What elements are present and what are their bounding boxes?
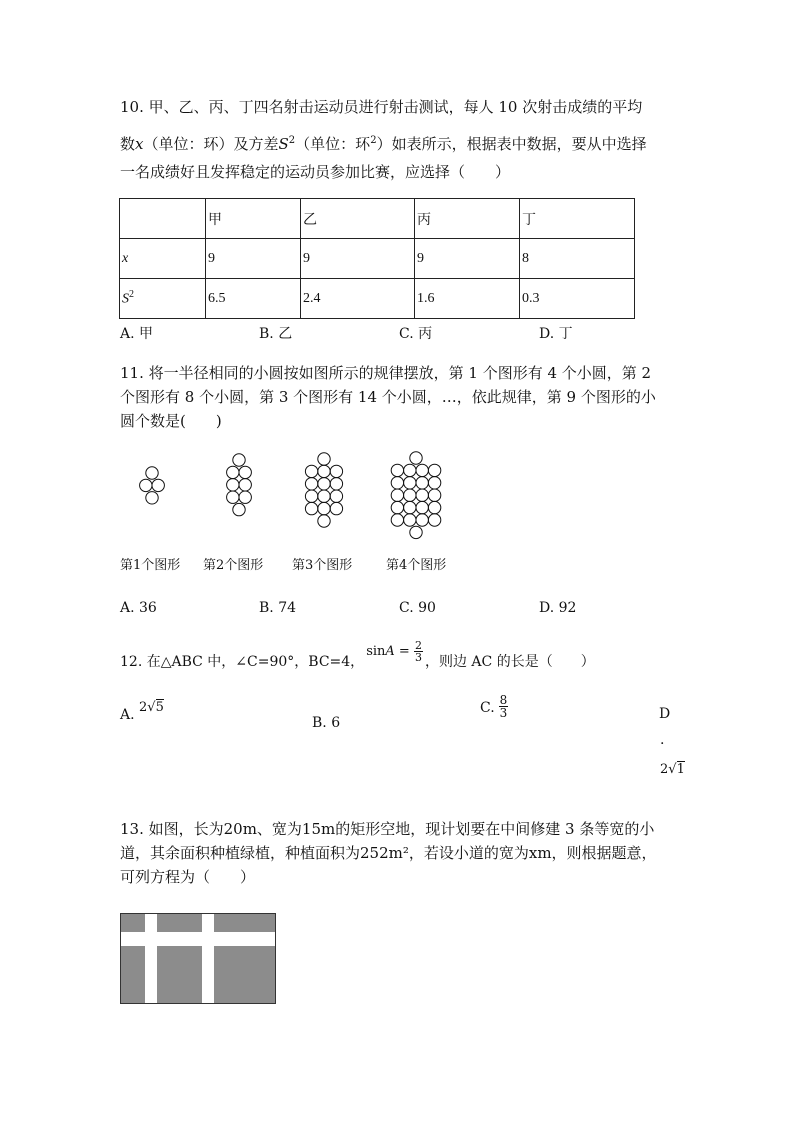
small-circle-fig2: [227, 466, 239, 478]
small-circle-fig4: [416, 489, 428, 501]
figure-caption-4: 第4个图形: [386, 558, 447, 573]
small-circle-fig2: [239, 491, 251, 503]
table-cell: 0.3: [520, 279, 635, 319]
small-circle-fig4: [410, 452, 422, 464]
sqrt-icon: √: [668, 762, 677, 777]
figure-caption-3: 第3个图形: [292, 558, 353, 573]
q10-option-a: A. 甲: [120, 326, 154, 342]
q11-option-b: B. 74: [259, 600, 297, 616]
table-row: [120, 279, 635, 319]
small-circle-fig4: [404, 501, 416, 513]
small-circle-fig4: [391, 489, 403, 501]
small-circle-fig2: [227, 479, 239, 491]
small-circle-fig3: [305, 465, 317, 477]
equals-sign: =: [398, 644, 410, 659]
superscript: 2: [370, 135, 377, 146]
table-cell: 1.6: [415, 279, 520, 319]
radicand: 1: [676, 762, 685, 777]
small-circle-fig3: [318, 502, 330, 514]
radical-expression: [139, 700, 164, 715]
q13-line3: 可列方程为（ ）: [120, 868, 256, 886]
small-circle-fig4: [428, 477, 440, 489]
q11-line3: 圆个数是( ): [120, 412, 222, 430]
denominator: 3: [499, 706, 508, 720]
unit: 环: [355, 135, 371, 153]
small-circle-fig4: [428, 501, 440, 513]
coefficient: 2: [660, 762, 669, 777]
option-label: C.: [480, 700, 495, 716]
mean-symbol: x: [135, 135, 144, 153]
q12-text: 12. 在△ABC 中，∠C=90°，BC=4，: [120, 653, 365, 670]
fraction: [414, 640, 423, 663]
angle-var: A: [385, 644, 395, 659]
q11-option-c: C. 90: [399, 600, 436, 616]
score-table: [119, 198, 635, 319]
small-circle-fig4: [404, 514, 416, 526]
table-cell: 8: [520, 239, 635, 279]
small-circle-fig3: [330, 478, 342, 490]
small-circle-fig4: [416, 514, 428, 526]
rectangular-field-diagram: [120, 913, 276, 1004]
small-circle-fig2: [239, 466, 251, 478]
small-circle-fig1: [146, 492, 158, 504]
small-circle-fig1: [140, 479, 152, 491]
table-row: [120, 239, 635, 279]
small-circle-fig3: [330, 490, 342, 502]
numerator: 2: [414, 639, 422, 652]
small-circle-fig4: [428, 489, 440, 501]
table-header: 丙: [415, 199, 520, 239]
sqrt-icon: √: [147, 700, 156, 715]
table-cell: 6.5: [206, 279, 301, 319]
small-circle-fig2: [239, 479, 251, 491]
q10-option-b: B. 乙: [259, 326, 293, 342]
small-circle-fig3: [318, 478, 330, 490]
vertical-road-right: [202, 914, 214, 1003]
option-label: A.: [120, 707, 135, 723]
sin-expression: [366, 640, 423, 663]
q13-line2: 道，其余面积种植绿植，种植面积为252m²，若设小道的宽为xm，则根据题意，: [120, 844, 657, 862]
small-circle-fig4: [404, 489, 416, 501]
small-circle-fig3: [318, 465, 330, 477]
small-circle-fig3: [330, 502, 342, 514]
small-circle-fig4: [391, 464, 403, 476]
q11-line1: 11. 将一半径相同的小圆按如图所示的规律摆放，第 1 个图形有 4 个小圆，第 2: [120, 364, 652, 382]
q13-line1: 13. 如图，长为20m、宽为15m的矩形空地，现计划要在中间修建 3 条等宽的小: [120, 820, 655, 838]
small-circle-fig4: [416, 477, 428, 489]
small-circle-fig3: [330, 465, 342, 477]
q10-text: （单位：: [295, 135, 356, 153]
q12-text: ，则边 AC 的长是（ ）: [424, 653, 595, 670]
table-cell: 9: [301, 239, 415, 279]
small-circle-fig3: [305, 502, 317, 514]
table-cell: 9: [415, 239, 520, 279]
sin-label: sin: [366, 644, 386, 659]
q10-option-c: C. 丙: [399, 326, 433, 342]
q12-stem: [120, 639, 595, 673]
table-header: 甲: [206, 199, 301, 239]
q12-option-a: [120, 700, 164, 726]
small-circle-fig3: [305, 478, 317, 490]
q10-line3: 一名成绩好且发挥稳定的运动员参加比赛，应选择（ ）: [120, 163, 511, 181]
table-header: 丁: [520, 199, 635, 239]
q12-option-c: [480, 694, 508, 719]
superscript: 2: [288, 135, 296, 146]
q10-text: （单位：环）及方差: [143, 135, 279, 153]
small-circle-fig4: [404, 477, 416, 489]
small-circle-fig1: [146, 467, 158, 479]
table-cell: [120, 199, 206, 239]
small-circle-fig2: [233, 454, 245, 466]
q10-line1: 10. 甲、乙、丙、丁四名射击运动员进行射击测试，每人 10 次射击成绩的平均: [120, 98, 643, 116]
variance-symbol: S: [278, 135, 289, 153]
small-circle-fig4: [428, 514, 440, 526]
small-circle-fig2: [227, 491, 239, 503]
small-circle-fig3: [318, 515, 330, 527]
small-circle-fig4: [391, 501, 403, 513]
q11-line2: 个图形有 8 个小圆，第 3 个图形有 14 个小圆，…，依此规律，第 9 个图形的小: [120, 388, 656, 406]
small-circle-fig2: [233, 503, 245, 515]
small-circle-fig3: [305, 490, 317, 502]
table-row: [120, 199, 635, 239]
table-cell: 9: [206, 239, 301, 279]
q11-option-d: D. 92: [539, 600, 577, 616]
q12-option-b: B. 6: [312, 715, 341, 731]
row-label: x: [120, 239, 206, 279]
small-circle-fig4: [416, 464, 428, 476]
row-label: [120, 279, 206, 319]
figure-caption-1: 第1个图形: [120, 558, 181, 573]
small-circle-fig4: [410, 526, 422, 538]
small-circle-fig4: [416, 501, 428, 513]
small-circle-fig4: [391, 514, 403, 526]
q10-text: ）如表所示，根据表中数据，要从中选择: [376, 135, 647, 153]
q10-option-d: D. 丁: [539, 326, 573, 342]
small-circle-fig3: [318, 490, 330, 502]
q12-option-d-label: D: [659, 706, 671, 722]
small-circle-fig4: [404, 464, 416, 476]
q10-text: 数: [120, 135, 136, 153]
small-circle-fig4: [391, 477, 403, 489]
variance-symbol: S: [122, 291, 129, 307]
coefficient: 2: [139, 700, 148, 715]
radicand: 5: [155, 700, 164, 715]
q10-line2: [120, 130, 647, 155]
vertical-road-left: [145, 914, 157, 1003]
q11-option-a: A. 36: [120, 600, 157, 616]
numerator: 8: [499, 693, 508, 707]
small-circle-fig1: [152, 479, 164, 491]
figure-caption-2: 第2个图形: [203, 558, 264, 573]
superscript: 2: [129, 289, 134, 301]
q12-option-d-dot: .: [660, 732, 665, 748]
q12-option-d-radical: [660, 760, 685, 780]
table-header: 乙: [301, 199, 415, 239]
small-circle-fig4: [428, 464, 440, 476]
denominator: 3: [414, 651, 422, 664]
table-cell: 2.4: [301, 279, 415, 319]
small-circle-fig3: [318, 453, 330, 465]
fraction: [499, 694, 509, 719]
